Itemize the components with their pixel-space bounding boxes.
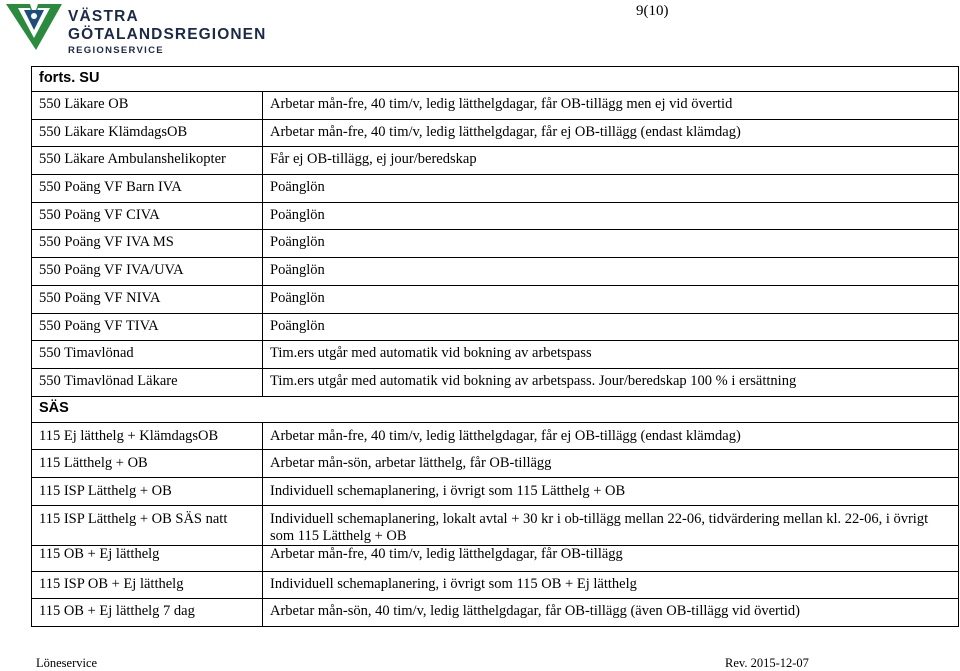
footer-left: Löneservice — [36, 656, 98, 670]
row-description: Poänglön — [263, 175, 959, 203]
row-code: 550 Poäng VF IVA/UVA — [32, 258, 263, 286]
row-code: 550 Poäng VF TIVA — [32, 313, 263, 341]
row-description: Individuell schemaplanering, i övrigt som 115 Lätthelg + OB — [263, 477, 959, 505]
row-code: 115 Ej lätthelg + KlämdagsOB — [32, 422, 263, 450]
row-description: Poänglön — [263, 258, 959, 286]
row-description: Tim.ers utgår med automatik vid bokning av arbetspass — [263, 341, 959, 369]
row-code: 550 Poäng VF IVA MS — [32, 230, 263, 258]
table-row — [32, 341, 959, 369]
logo-line-2: GÖTALANDSREGIONEN — [68, 25, 267, 43]
row-code: 115 OB + Ej lätthelg — [32, 545, 263, 571]
row-code: 115 ISP Lätthelg + OB — [32, 477, 263, 505]
row-description: Arbetar mån-fre, 40 tim/v, ledig lätthelgdagar, får OB-tillägg — [263, 545, 959, 571]
row-code: 550 Läkare KlämdagsOB — [32, 119, 263, 147]
row-description: Individuell schemaplanering, i övrigt som 115 OB + Ej lätthelg — [263, 571, 959, 599]
table-row — [32, 571, 959, 599]
page-number: 9(10) — [636, 3, 669, 19]
row-code: 550 Poäng VF Barn IVA — [32, 175, 263, 203]
region-logo-icon — [4, 2, 64, 52]
row-description: Arbetar mån-fre, 40 tim/v, ledig lätthelgdagar, får ej OB-tillägg (endast klämdag) — [263, 422, 959, 450]
footer-revision: Rev. 2015-12-07 — [725, 656, 809, 670]
logo — [4, 2, 266, 54]
row-description: Individuell schemaplanering, lokalt avtal + 30 kr i ob-tillägg mellan 22-06, tidvärdering mellan kl. 22-06, i övrigt som 115 Lätthelg + OB — [263, 505, 959, 545]
section-title: SÄS — [32, 396, 959, 422]
table-row — [32, 505, 959, 545]
section-title: forts. SU — [32, 67, 959, 92]
table-row — [32, 313, 959, 341]
row-description: Arbetar mån-sön, arbetar lätthelg, får OB-tillägg — [263, 450, 959, 478]
table-row — [32, 147, 959, 175]
row-code: 550 Läkare Ambulanshelikopter — [32, 147, 263, 175]
table-row — [32, 422, 959, 450]
row-code: 550 Timavlönad — [32, 341, 263, 369]
table-row — [32, 368, 959, 396]
table-row — [32, 285, 959, 313]
table-row — [32, 545, 959, 571]
row-description: Poänglön — [263, 285, 959, 313]
logo-text — [68, 2, 266, 56]
table-row — [32, 599, 959, 627]
table-row — [32, 92, 959, 120]
table-row — [32, 258, 959, 286]
table-row — [32, 119, 959, 147]
row-code: 115 Lätthelg + OB — [32, 450, 263, 478]
table-row — [32, 175, 959, 203]
row-code: 550 Timavlönad Läkare — [32, 368, 263, 396]
row-code: 115 ISP OB + Ej lätthelg — [32, 571, 263, 599]
row-description: Tim.ers utgår med automatik vid bokning av arbetspass. Jour/beredskap 100 % i ersättning — [263, 368, 959, 396]
logo-line-1: VÄSTRA — [68, 8, 139, 25]
row-description: Arbetar mån-sön, 40 tim/v, ledig lätthelgdagar, får OB-tillägg (även OB-tillägg vid övertid) — [263, 599, 959, 627]
section-header-sas — [32, 396, 959, 422]
row-description: Poänglön — [263, 202, 959, 230]
schedule-table — [31, 66, 959, 627]
row-description: Poänglön — [263, 313, 959, 341]
row-code: 550 Poäng VF CIVA — [32, 202, 263, 230]
row-code: 115 ISP Lätthelg + OB SÄS natt — [32, 505, 263, 545]
row-code: 550 Läkare OB — [32, 92, 263, 120]
row-description: Får ej OB-tillägg, ej jour/beredskap — [263, 147, 959, 175]
table-row — [32, 202, 959, 230]
table-row — [32, 477, 959, 505]
section-header-su — [32, 67, 959, 92]
row-description: Arbetar mån-fre, 40 tim/v, ledig lätthelgdagar, får ej OB-tillägg (endast klämdag) — [263, 119, 959, 147]
row-code: 115 OB + Ej lätthelg 7 dag — [32, 599, 263, 627]
logo-line-3: REGIONSERVICE — [68, 45, 164, 56]
table-row — [32, 450, 959, 478]
row-code: 550 Poäng VF NIVA — [32, 285, 263, 313]
table-row — [32, 230, 959, 258]
row-description: Poänglön — [263, 230, 959, 258]
row-description: Arbetar mån-fre, 40 tim/v, ledig lätthelgdagar, får OB-tillägg men ej vid övertid — [263, 92, 959, 120]
